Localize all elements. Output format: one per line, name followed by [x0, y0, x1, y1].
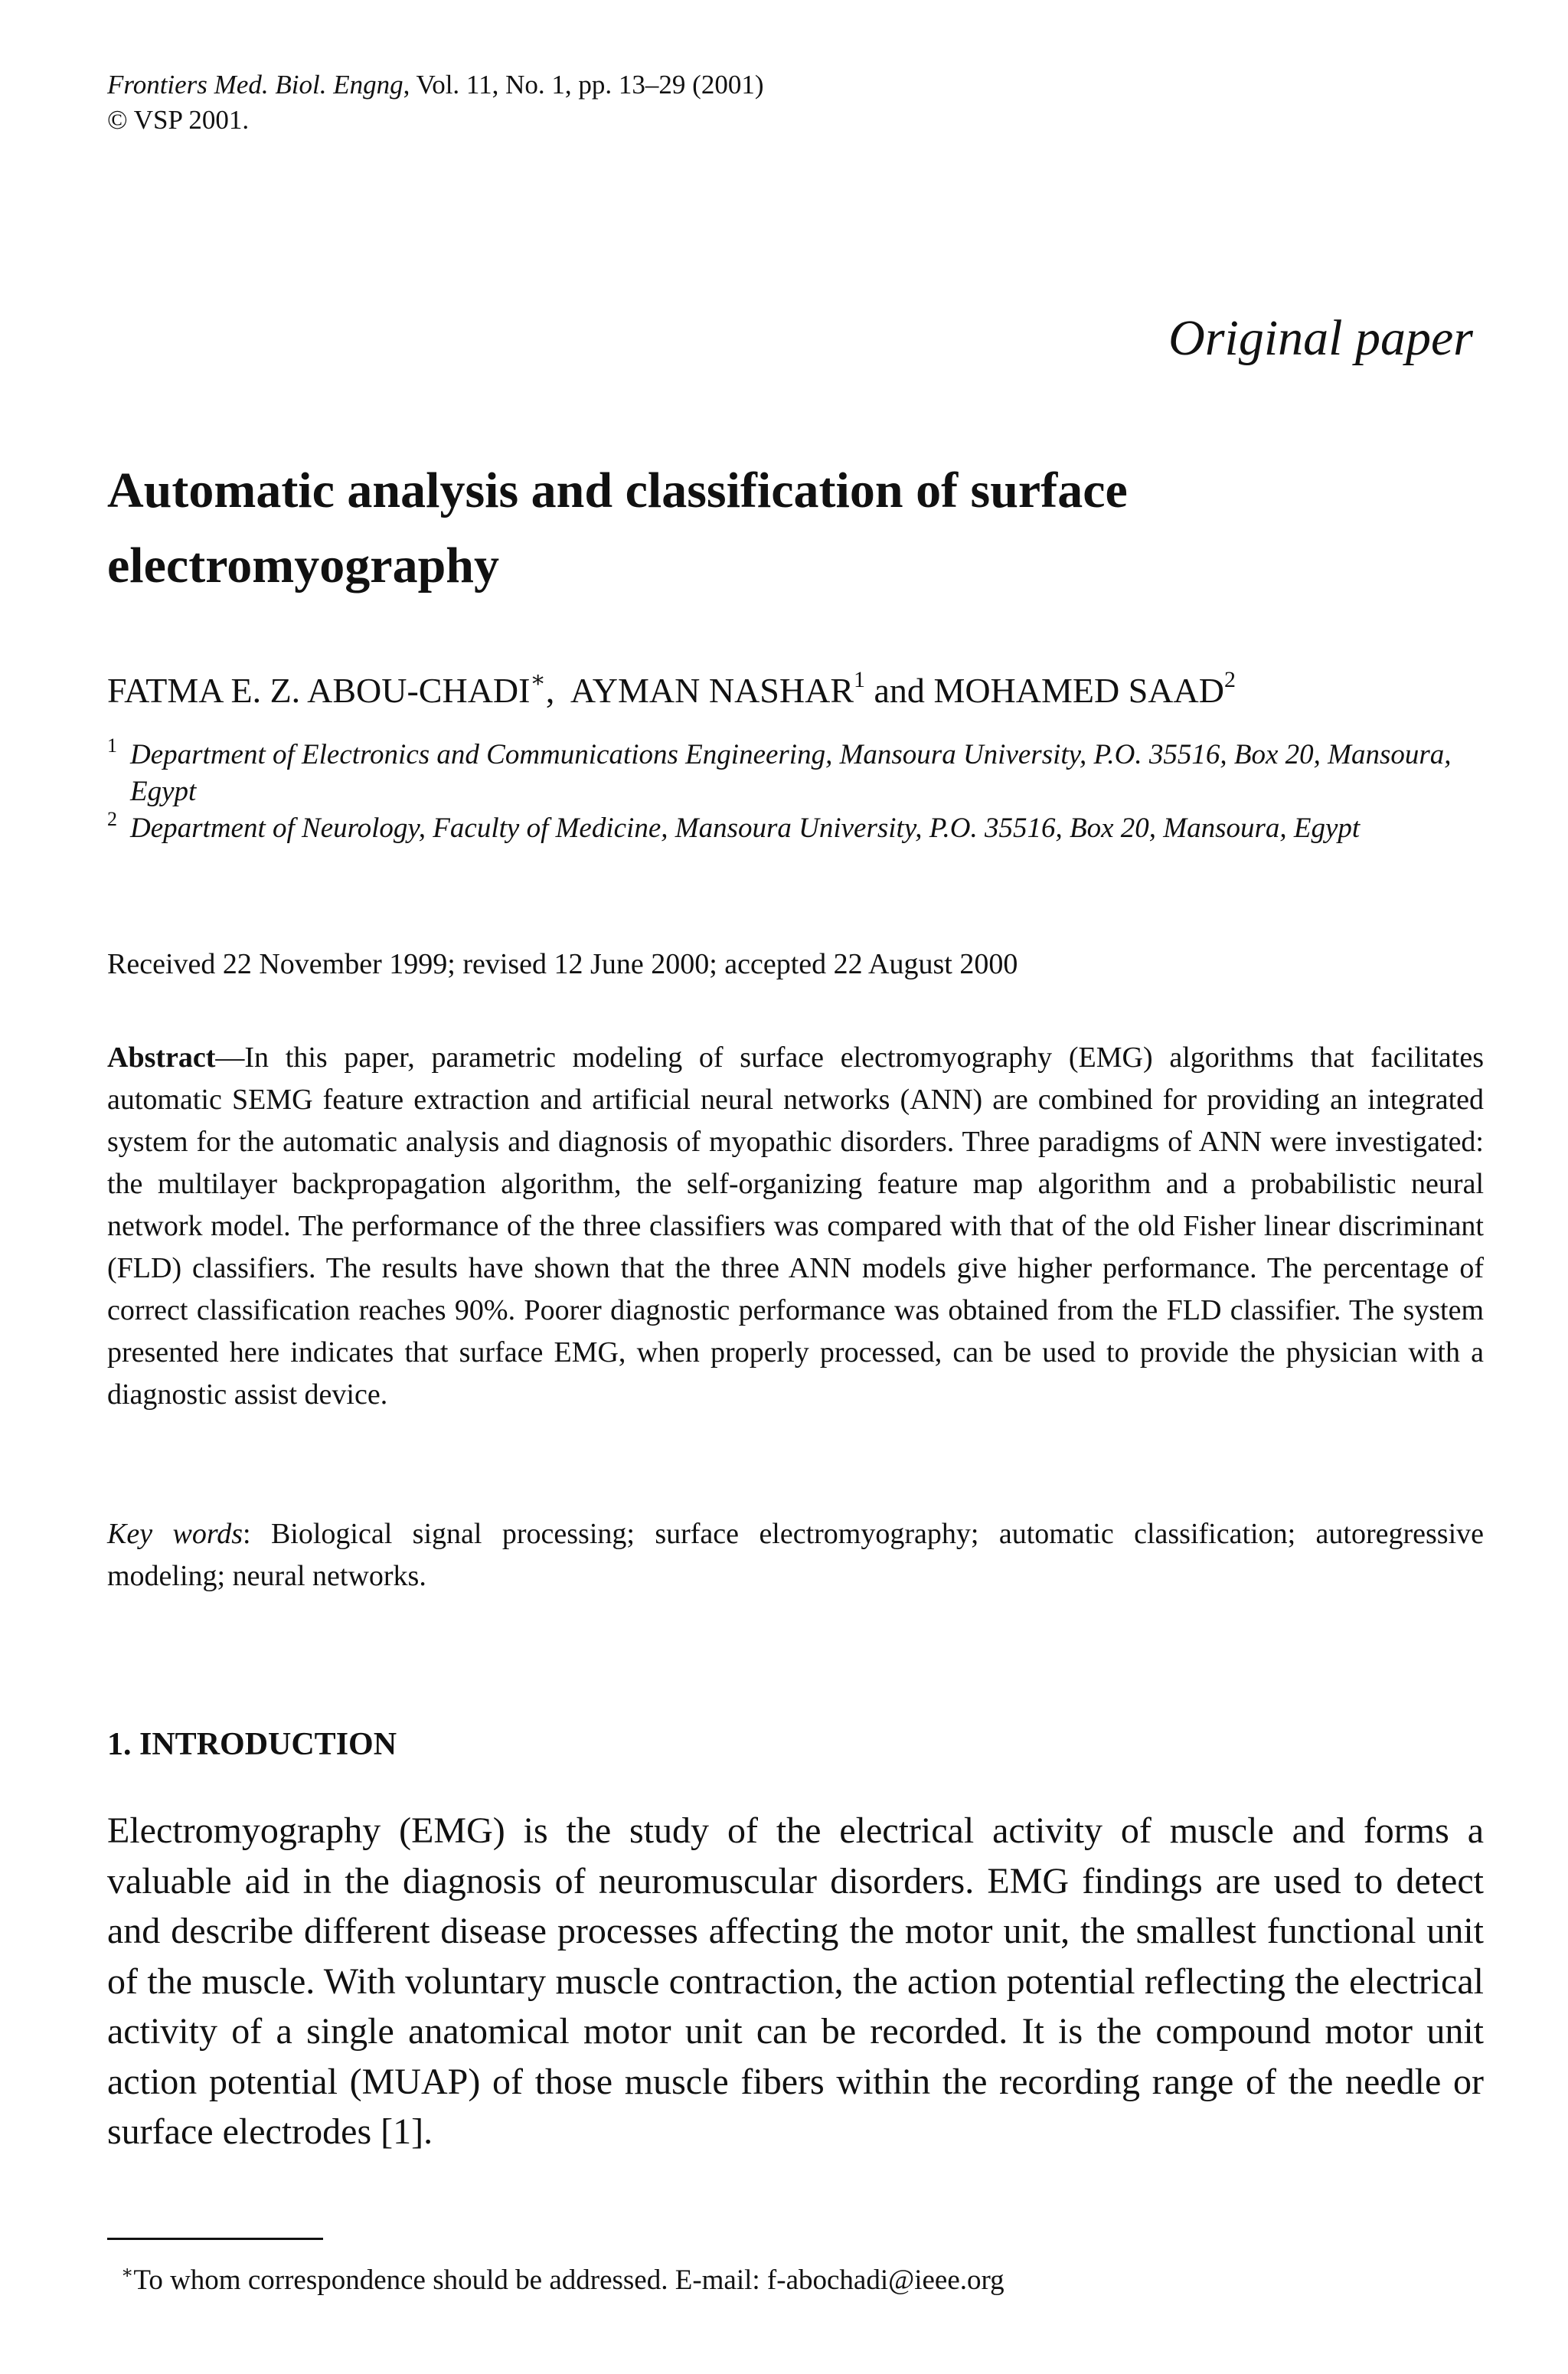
journal-volume-info: , Vol. 11, No. 1, pp. 13–29 (2001)	[403, 70, 764, 100]
author-list: FATMA E. Z. ABOU-CHADI∗, AYMAN NASHAR$^1$ and MOHAMED SAAD$^2$	[107, 667, 1236, 710]
author-name: FATMA E. Z. ABOU-CHADI	[107, 671, 531, 710]
received-dates: Received 22 November 1999; revised 12 June 2000; accepted 22 August 2000	[107, 948, 1018, 980]
author-name: AYMAN NASHAR	[570, 671, 854, 710]
footnote-mark: ∗	[121, 2263, 134, 2283]
paper-title: Automatic analysis and classification of surface electromyography	[107, 463, 1128, 594]
affiliation	[107, 734, 1485, 810]
author-mark: ∗	[530, 667, 546, 692]
author-mark: 1	[854, 667, 866, 692]
author-name: MOHAMED SAAD	[933, 671, 1224, 710]
footnote-text: To whom correspondence should be addressed. E-mail: f-abochadi@ieee.org	[133, 2264, 1004, 2296]
abstract-label: Abstract	[107, 1041, 216, 1074]
keywords-text: : Biological signal processing; surface electromyography; automatic classification; autoregressive modeling; neural networks.	[107, 1518, 1484, 1592]
footnote	[121, 2264, 1004, 2297]
keywords	[107, 1513, 1484, 1597]
affiliation-text: Department of Neurology, Faculty of Medicine, Mansoura University, P.O. 35516, Box 20, Mansoura, Egypt	[130, 813, 1361, 844]
journal-citation	[107, 67, 763, 103]
abstract-text: —In this paper, parametric modeling of surface electromyography (EMG) algorithms that facilitates automatic SEMG feature extraction and artificial neural networks (ANN) are combined for providing an integrated system for the automatic analysis and diagnosis of myopathic disorders. Three paradigms of ANN were investigated: the multilayer backpropagation algorithm, the self-organizing feature map algorithm and a probabilistic neural network model. The performance of the three classifiers was compared with that of the old Fisher linear discriminant (FLD) classifiers. The results have shown that the three ANN models give higher performance. The percentage of correct classification reaches 90%. Poorer diagnostic performance was obtained from the FLD classifier. The system presented here indicates that surface EMG, when properly processed, can be used to provide the physician with a diagnostic assist device.	[107, 1041, 1484, 1411]
author-mark: 2	[1223, 667, 1236, 692]
introduction-paragraph: Electromyography (EMG) is the study of the electrical activity of muscle and forms a valuable aid in the diagnosis of neuromuscular disorders. EMG findings are used to detect and describe different disease processes affecting the motor unit, the smallest functional unit of the muscle. With voluntary muscle contraction, the action potential reflecting the electrical activity of a single anatomical motor unit can be recorded. It is the compound motor unit action potential (MUAP) of those muscle fibers within the recording range of the needle or surface electrodes [1].	[107, 1810, 1484, 2152]
keywords-label: Key words	[107, 1518, 243, 1550]
journal-name: Frontiers Med. Biol. Engng	[107, 70, 403, 100]
affiliation-mark: 2	[107, 808, 117, 830]
author-conjunction: and	[874, 671, 925, 710]
footnote-divider	[107, 2238, 323, 2240]
copyright-line: © VSP 2001.	[107, 105, 250, 135]
affiliation	[107, 810, 1485, 847]
abstract	[107, 1037, 1484, 1416]
section-heading: 1. INTRODUCTION	[107, 1727, 397, 1762]
affiliation-mark: 1	[107, 734, 117, 757]
paper-type-label: Original paper	[1168, 310, 1473, 366]
affiliation-text: Department of Electronics and Communications Engineering, Mansoura University, P.O. 35516, Box 20, Mansoura, Egypt	[130, 739, 1452, 807]
